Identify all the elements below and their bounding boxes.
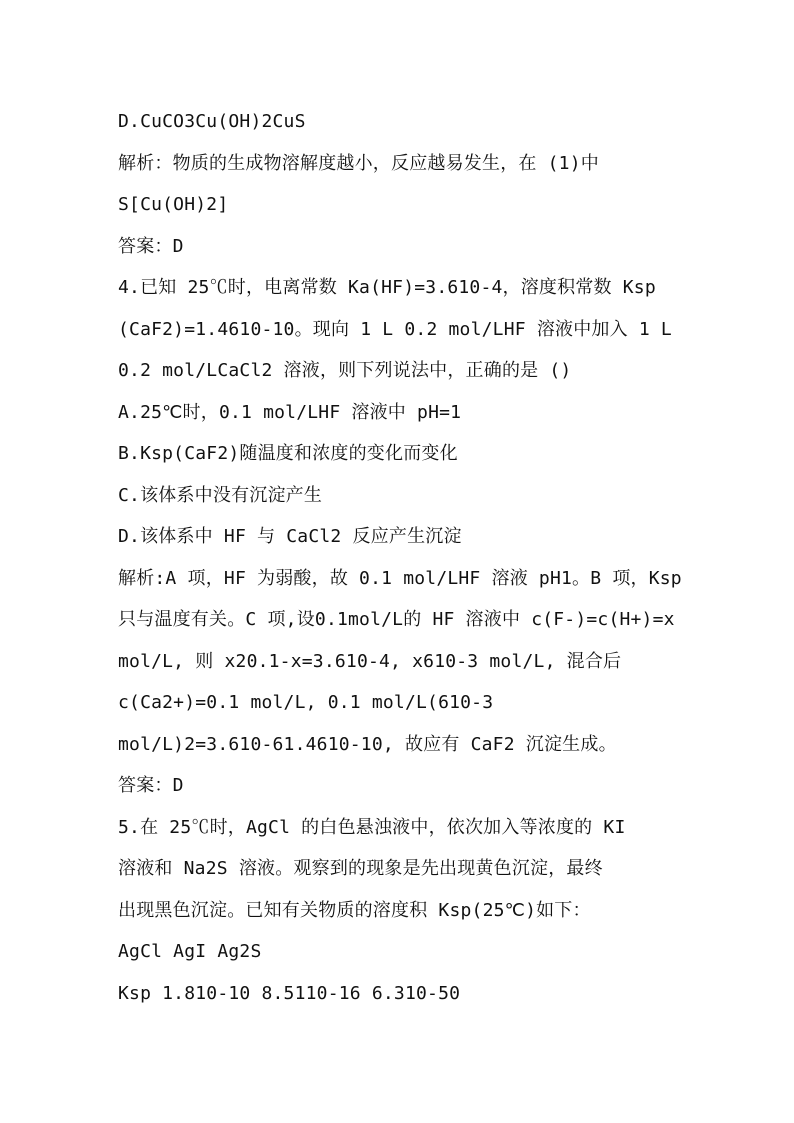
analysis-q4-line2: 只与温度有关。C 项,设0.1mol/L的 HF 溶液中 c(F-)=c(H+)=x [118,609,675,630]
option-d-q3: D.CuCO3Cu(OH)2CuS [118,111,306,132]
question-5-line1: 5.在 25℃时，AgCl 的白色悬浊液中，依次加入等浓度的 KI [118,816,626,838]
question-4-line2: (CaF2)=1.4610-10。现向 1 L 0.2 mol/LHF 溶液中加入 1 L [118,318,672,340]
question-5-line2: 溶液和 Na2S 溶液。观察到的现象是先出现黄色沉淀，最终 [118,858,603,879]
analysis-q4-line5: mol/L)2=3.610-61.4610-10, 故应有 CaF2 沉淀生成。 [118,733,617,755]
ksp-table-values: Ksp 1.810-10 8.5110-16 6.310-50 [118,982,461,1004]
question-4-line1: 4.已知 25℃时，电离常数 Ka(HF)=3.610-4，溶度积常数 Ksp [118,277,656,298]
option-c-q4: C.该体系中没有沉淀产生 [118,484,323,506]
analysis-q4-line3: mol/L, 则 x20.1-x=3.610-4, x610-3 mol/L, 混合后 [118,650,622,672]
answer-q3: 答案：D [118,235,184,257]
option-b-q4: B.Ksp(CaF2)随温度和浓度的变化而变化 [118,443,458,464]
analysis-q3-line1: 解析：物质的生成物溶解度越小，反应越易发生，在 (1)中 [118,152,599,174]
answer-q4: 答案：D [118,775,184,796]
question-4-line3: 0.2 mol/LCaCl2 溶液，则下列说法中，正确的是 () [118,360,572,381]
analysis-q4-line1: 解析:A 项，HF 为弱酸，故 0.1 mol/LHF 溶液 pH1。B 项，Ksp [118,567,682,589]
ksp-table-header: AgCl AgI Ag2S [118,941,262,962]
option-d-q4: D.该体系中 HF 与 CaCl2 反应产生沉淀 [118,526,462,547]
analysis-q4-line4: c(Ca2+)=0.1 mol/L, 0.1 mol/L(610-3 [118,692,494,713]
question-5-line3: 出现黑色沉淀。已知有关物质的溶度积 Ksp(25℃)如下： [118,899,591,921]
document-body [118,101,688,1014]
option-a-q4: A.25℃时，0.1 mol/LHF 溶液中 pH=1 [118,401,462,423]
analysis-q3-line2: S[Cu(OH)2] [118,194,229,215]
